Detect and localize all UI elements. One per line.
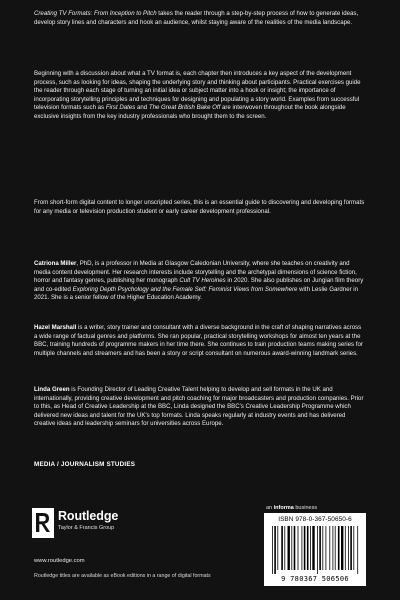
publisher-group: Taylor & Francis Group (58, 525, 115, 531)
barcode-digits: 9 780367 506506 (281, 575, 349, 583)
bio-text: , PhD, is a professor in Media at Glasgow Caledonian University, where she teaches on creativity and media content development. Her research interests include storytelling and the archetypal dimensions of science fiction, horror and fantasy genres, publishing her monograph (34, 260, 357, 285)
bio-text: with Leslie Gardner in 2021. She is a senior fellow of the Higher Education Academy. (34, 285, 359, 302)
author-name: Linda Green (34, 386, 70, 393)
example-title: The Great British Bake Off (148, 104, 221, 112)
blurb-text: are interwoven throughout the book alongside exclusive insights from the key industry professionals who brought them to the screen. (34, 104, 346, 120)
publisher-logo (32, 508, 172, 538)
subject-category: MEDIA / JOURNALISM STUDIES (34, 461, 136, 468)
author-bio-3 (34, 386, 366, 429)
book-title-italic: Cult TV Heroines (179, 277, 226, 285)
book-title-italic: Creating TV Formats: From Inception to Pitch (34, 10, 157, 17)
blurb-paragraph-1 (34, 10, 366, 27)
book-title-italic: Exploring Depth Psychology and the Female Self: Feminist Views from Somewhere (72, 285, 298, 293)
blurb-paragraph-2 (34, 70, 366, 122)
ebook-footnote: Routledge titles are available as eBook editions in a range of digital formats (34, 573, 211, 579)
publisher-name: Routledge (58, 509, 119, 523)
blurb-paragraph-3 (34, 199, 366, 216)
publisher-website: www.routledge.com (34, 558, 85, 564)
barcode-panel (264, 513, 366, 586)
blurb-text: From short-form digital content to longer unscripted series, this is an essential guide to discovering and developing formats for any media or television production student or early career development professional. (34, 199, 365, 215)
bio-text: in 2020. She also publishes on Jungian film theory and co-edited (34, 277, 364, 293)
bio-text: is a writer, story trainer and consultant with a diverse background in the craft of shaping narratives across a wide range of factual genres and platforms. She ran popular, practical storytelling workshops for almost ten years at the BBC, training hundreds of programme makers in her time there. She continues to train production teams making series for multiple channels and streamers and has been a story or script consultant on numerous award-winning landmark series. (34, 324, 363, 357)
informa-tagline: an informa business (266, 505, 318, 511)
author-name: Hazel Marshall (34, 324, 77, 331)
barcode-icon (270, 526, 360, 574)
bio-text: is Founding Director of Leading Creative Talent helping to develop and sell formats in the UK and internationally, providing creative development and pitch coaching for major broadcasters and production companies. Prior to this, as Head of Creative Leadership at the BBC, Linda designed the BBC's Creative Leadership Programme which delivered new ideas and talent for the UK's top formats. Linda speaks regularly at industry events and has delivered creative ideas and leadership seminars for universities across Europe. (34, 386, 364, 428)
routledge-logo-icon (32, 508, 54, 538)
blurb-text: Beginning with a discussion about what a TV format is, each chapter then introduces a key aspect of the development process, such as looking for ideas, shaping the underlying story and thinking about participants. Practical exercises guide the reader through each stage of turning an initial idea or subject matter into a hook or insight; the importance of incorporating storytelling principles and techniques for designing and populating a story world. Examples from successful television formats such as (34, 70, 361, 112)
isbn-number: ISBN 978-0-367-50650-6 (278, 516, 352, 523)
informa-name: informa (273, 505, 294, 511)
example-title: First Dates (105, 104, 136, 112)
blurb-text: and (135, 104, 149, 112)
author-bio-2 (34, 324, 366, 358)
author-name: Catriona Miller (34, 260, 77, 267)
blurb-text: takes the reader through a step-by-step process of how to generate ideas, develop story lines and characters and hook an audience, whilst staying aware of the realities of the media landscape. (34, 10, 359, 26)
author-bio-1 (34, 260, 366, 303)
